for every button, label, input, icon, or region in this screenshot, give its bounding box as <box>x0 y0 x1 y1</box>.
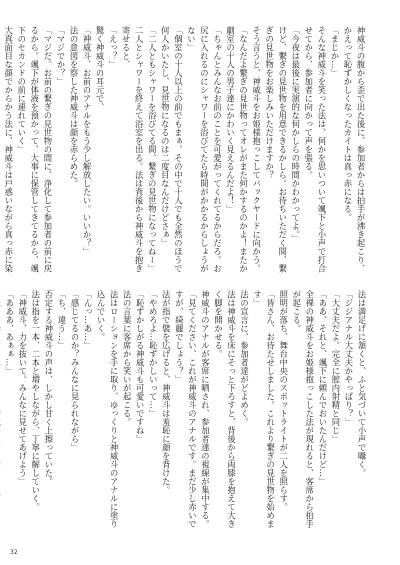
text-block-lower: 法は満足げに頷くと、ふと気づいて小声で囁く。 「ジジアナル大丈夫かやっぱり？」 「大丈夫だよ。完全に膣内射精と同じ」 「ああ、それと、颯下に頼んでおいたんだけど…」 全裸の神威斗をお姫様抱っこした法が現れると、客席から拍手が起こる。 照明が落ち、舞台中央のスポットライトが二人を照らす。 「皆さん、お待たせしました。これより繋ぎの見世物を始めます」 法の宣言に、参加者達がどよめく。 法は神威斗を床にそっと下ろすと、背後から両膝を抱えて大きく脚を開かせる。 神威斗のアナルが客席に晒され、参加者達の視線が集中する。 「見てください、これが神威斗のアナルです。まだ少し赤いですが、綺麗でしょう？」 法が指で襞を広げると、神威斗は羞恥に顔を背けた。 「やめろよ…恥ずかしいって…」 「恥ずかしがる神威斗も可愛いですね」 法の言葉に客席から笑いが起こる。 法はローションを手に取り、ゆっくりと神威斗のアナルに塗り込んでいく。 「んっ…あ…」 「感じてるのか？みんなに見られながら」 「ち、違う…」 否定する神威斗の声は、しかし甘く上擦っていた。 法は指を一本、二本と増やしながら、丁寧に解していく。 「神威斗、力を抜いて。みんなに見せてあげよう」 「あああ、あぁぁ…」 <box>4 290 367 528</box>
page-number: 32 <box>10 549 18 556</box>
text-block-upper: 神威斗の腹から歪で出た後に、参加者からは拍手が沸き起こり、かえって恥ずかしくなったカイトは真っ赤になる。 「まじか…」 そんな神威斗を笑った法は、何かを思いついて颯下と小声で打合せてから、参加者に向かって声を張る。 「今夜は最後に実演的な何かしらの時間かわかってよ。」 けど、繋ぎの見世物を用意できるかしら。お待ちいただく間、繋ぎの見世物をお楽しみいただけますか？ そう言うと、神威斗をお姫様抱っこしてバックヤードに向かう。 「なんだよ繋ぎの見世物ってオレがまた何かするのかよ！またか劇室の十人の男子達にかわいく見えるんだよ！」 「ちゃんとみんなお前のことを可愛がってくれてるからだろ。お尻に入れるのにシャワーを浴びてたら時間がかかるからしょうがない」 「個室の十人以上の前でもまぁ、その中で十人でも全然のほうで何人かいたし、見世物になるのは二度目なんだけどさぁ」 「二人ともシャワーを浴びてる間、繋ぎの見世物になってねー」 二人とシャワーを終えて浴室を出る。法は背後から神威斗を抱き寄せると、 「えっ？」 驚く神威斗の耳元で、 「神威斗、お前のアナルをもう少し解放したい。いいか？」 法の意図を察した神威斗は顔を赤らめた。 「マジでか？」 「マジだ。お前の繋ぎの見世物の間に、浄化して参加者の前に戻るから。颯下が体液を預かって、大事に保管してきてるから、颯下のセカンドの前に連れていく」 大真面目な顔でからかう法に、神威斗は戸惑いながら真っ赤に染 <box>3 26 366 273</box>
